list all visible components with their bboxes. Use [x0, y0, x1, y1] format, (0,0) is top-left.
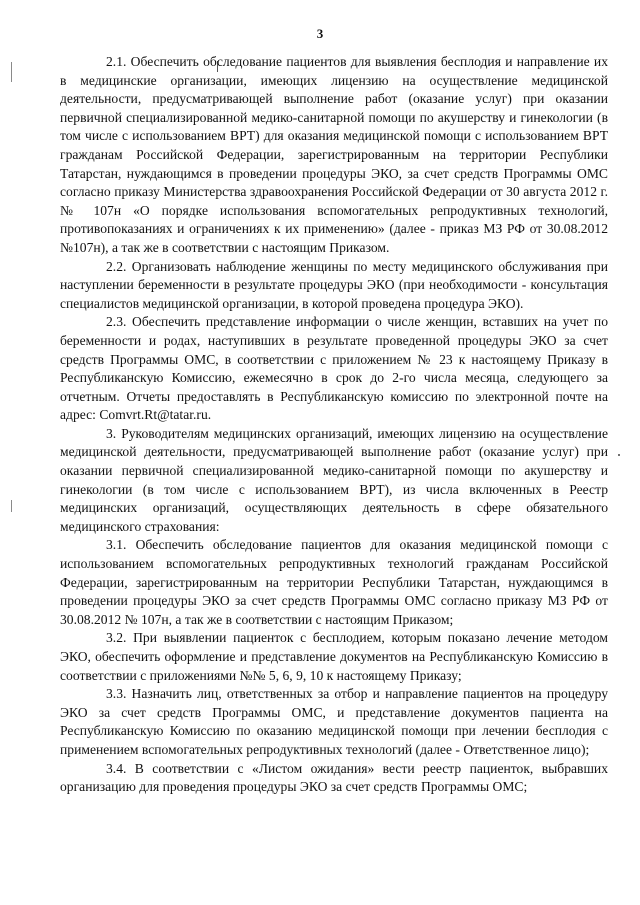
paragraph-2-3: 2.3. Обеспечить представление информации о числе женщин, вставших на учет по беременности и родах, наступивших в результате проведенной процедуры ЭКО за счет средств Программы ОМС, в соответствии с приложением № 23 к настоящему Приказу в Республиканскую Комиссию, ежемесячно в срок до 2-го числа месяца, следующего за отчетным. Отчеты предоставлять в Республиканскую комиссию по электронной почте на адрес: Comvrt.Rt@tatar.ru. [60, 314, 608, 423]
document-body [60, 53, 608, 797]
paragraph-3: 3. Руководителям медицинских организаций, имеющих лицензию на осуществление медицинской деятельности, предусматривающей выполнение работ (оказание услуг) при оказании первичной специализированной медико-санитарной помощи по акушерству и гинекологии (в том числе с использованием ВРТ), из числа включенных в Реестр медицинских организаций, осуществляющих деятельность в сфере обязательного медицинского страхования: [60, 425, 608, 534]
paragraph-3-1: 3.1. Обеспечить обследование пациентов для оказания медицинской помощи с использованием вспомогательных репродуктивных технологий гражданам Российской Федерации, зарегистрированным на территории Республики Татарстан, нуждающимся в проведении процедуры ЭКО за счет средств Программы ОМС согласно приказу МЗ РФ от 30.08.2012 № 107н, а так же в соответствии с настоящим Приказом; [60, 537, 608, 627]
paragraph-3-2: 3.2. При выявлении пациенток с бесплодием, которым показано лечение методом ЭКО, обеспечить оформление и представление документов на Республиканскую Комиссию в соответствии с приложениями №№ 5, 6, 9, 10 к настоящему Приказу; [60, 630, 608, 683]
scan-artifact-mark [11, 62, 12, 82]
page-number: 3 [316, 26, 324, 41]
scan-artifact-dot [618, 454, 620, 456]
paragraph-3-3: 3.3. Назначить лиц, ответственных за отбор и направление пациентов на процедуру ЭКО за счет средств Программы ОМС, и представление документов пациента на Республиканскую Комиссию по оказанию медицинской помощи при лечении бесплодия с применением вспомогательных репродуктивных технологий (далее - Ответственное лицо); [60, 686, 608, 757]
paragraph-2-1: 2.1. Обеспечить обследование пациентов для выявления бесплодия и направление их в медицинские организации, имеющих лицензию на осуществление медицинской деятельности, предусматривающей выполнение работ (оказание услуг) при оказании первичной специализированной медико-санитарной помощи по акушерству и гинекологии (в том числе с использованием ВРТ) для оказания медицинской помощи с использованием ВРТ гражданам Российской Федерации, зарегистрированным на территории Республики Татарстан, нуждающимся в проведении процедуры ЭКО, за счет средств Программы ОМС согласно приказу Министерства здравоохранения Российской Федерации от 30 августа 2012 г. № 107н «О порядке использования вспомогательных репродуктивных технологий, противопоказаниях и ограничениях к их применению» (далее - приказ МЗ РФ от 30.08.2012 №107н), а так же в соответствии с настоящим Приказом. [60, 54, 608, 255]
scan-artifact-mark [11, 500, 12, 512]
paragraph-3-4: 3.4. В соответствии с «Листом ожидания» вести реестр пациенток, выбравших организацию для проведения процедуры ЭКО за счет средств Программы ОМС; [60, 760, 608, 795]
paragraph-2-2: 2.2. Организовать наблюдение женщины по месту медицинского обслуживания при наступлении беременности в результате процедуры ЭКО (при необходимости - консультация специалистов медицинской организации, в которой проведена процедура ЭКО). [60, 258, 608, 311]
